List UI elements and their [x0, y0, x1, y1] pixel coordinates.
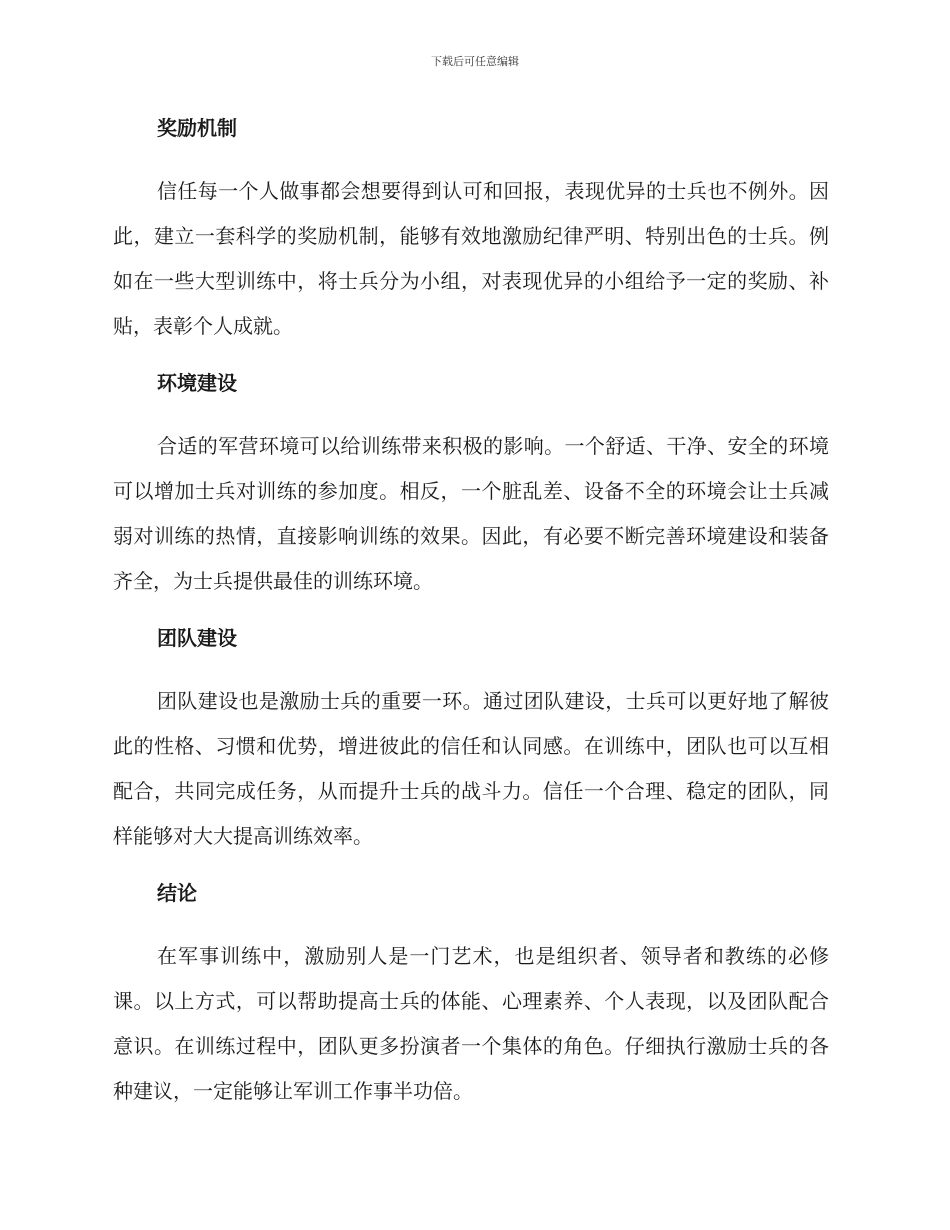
- section-paragraph: 团队建设也是激励士兵的重要一环。通过团队建设，士兵可以更好地了解彼此的性格、习惯和优势，增进彼此的信任和认同感。在训练中，团队也可以互相配合，共同完成任务，从而提升士兵的战斗力。信任一个合理、稳定的团队，同样能够对大大提高训练效率。: [113, 689, 829, 848]
- section-paragraph: 信任每一个人做事都会想要得到认可和回报，表现优异的士兵也不例外。因此，建立一套科学的奖励机制，能够有效地激励纪律严明、特别出色的士兵。例如在一些大型训练中，将士兵分为小组，对表现优异的小组给予一定的奖励、补贴，表彰个人成就。: [113, 179, 829, 338]
- document-body: [113, 112, 829, 1114]
- section-heading: 团队建设: [157, 626, 237, 650]
- section-heading: 环境建设: [157, 371, 237, 395]
- header-note: 下载后可任意编辑: [431, 55, 519, 68]
- section-paragraph: 在军事训练中，激励别人是一门艺术，也是组织者、领导者和教练的必修课。以上方式，可以帮助提高士兵的体能、心理素养、个人表现，以及团队配合意识。在训练过程中，团队更多扮演者一个集体的角色。仔细执行激励士兵的各种建议，一定能够让军训工作事半功倍。: [113, 944, 829, 1103]
- section-environment: [113, 367, 829, 622]
- section-team: [113, 622, 829, 877]
- section-heading: 奖励机制: [157, 116, 237, 140]
- section-paragraph: 合适的军营环境可以给训练带来积极的影响。一个舒适、干净、安全的环境可以增加士兵对训练的参加度。相反，一个脏乱差、设备不全的环境会让士兵减弱对训练的热情，直接影响训练的效果。因此，有必要不断完善环境建设和装备齐全，为士兵提供最佳的训练环境。: [113, 434, 829, 593]
- section-reward: [113, 112, 829, 367]
- section-heading: 结论: [157, 881, 197, 905]
- section-conclusion: [113, 877, 829, 1114]
